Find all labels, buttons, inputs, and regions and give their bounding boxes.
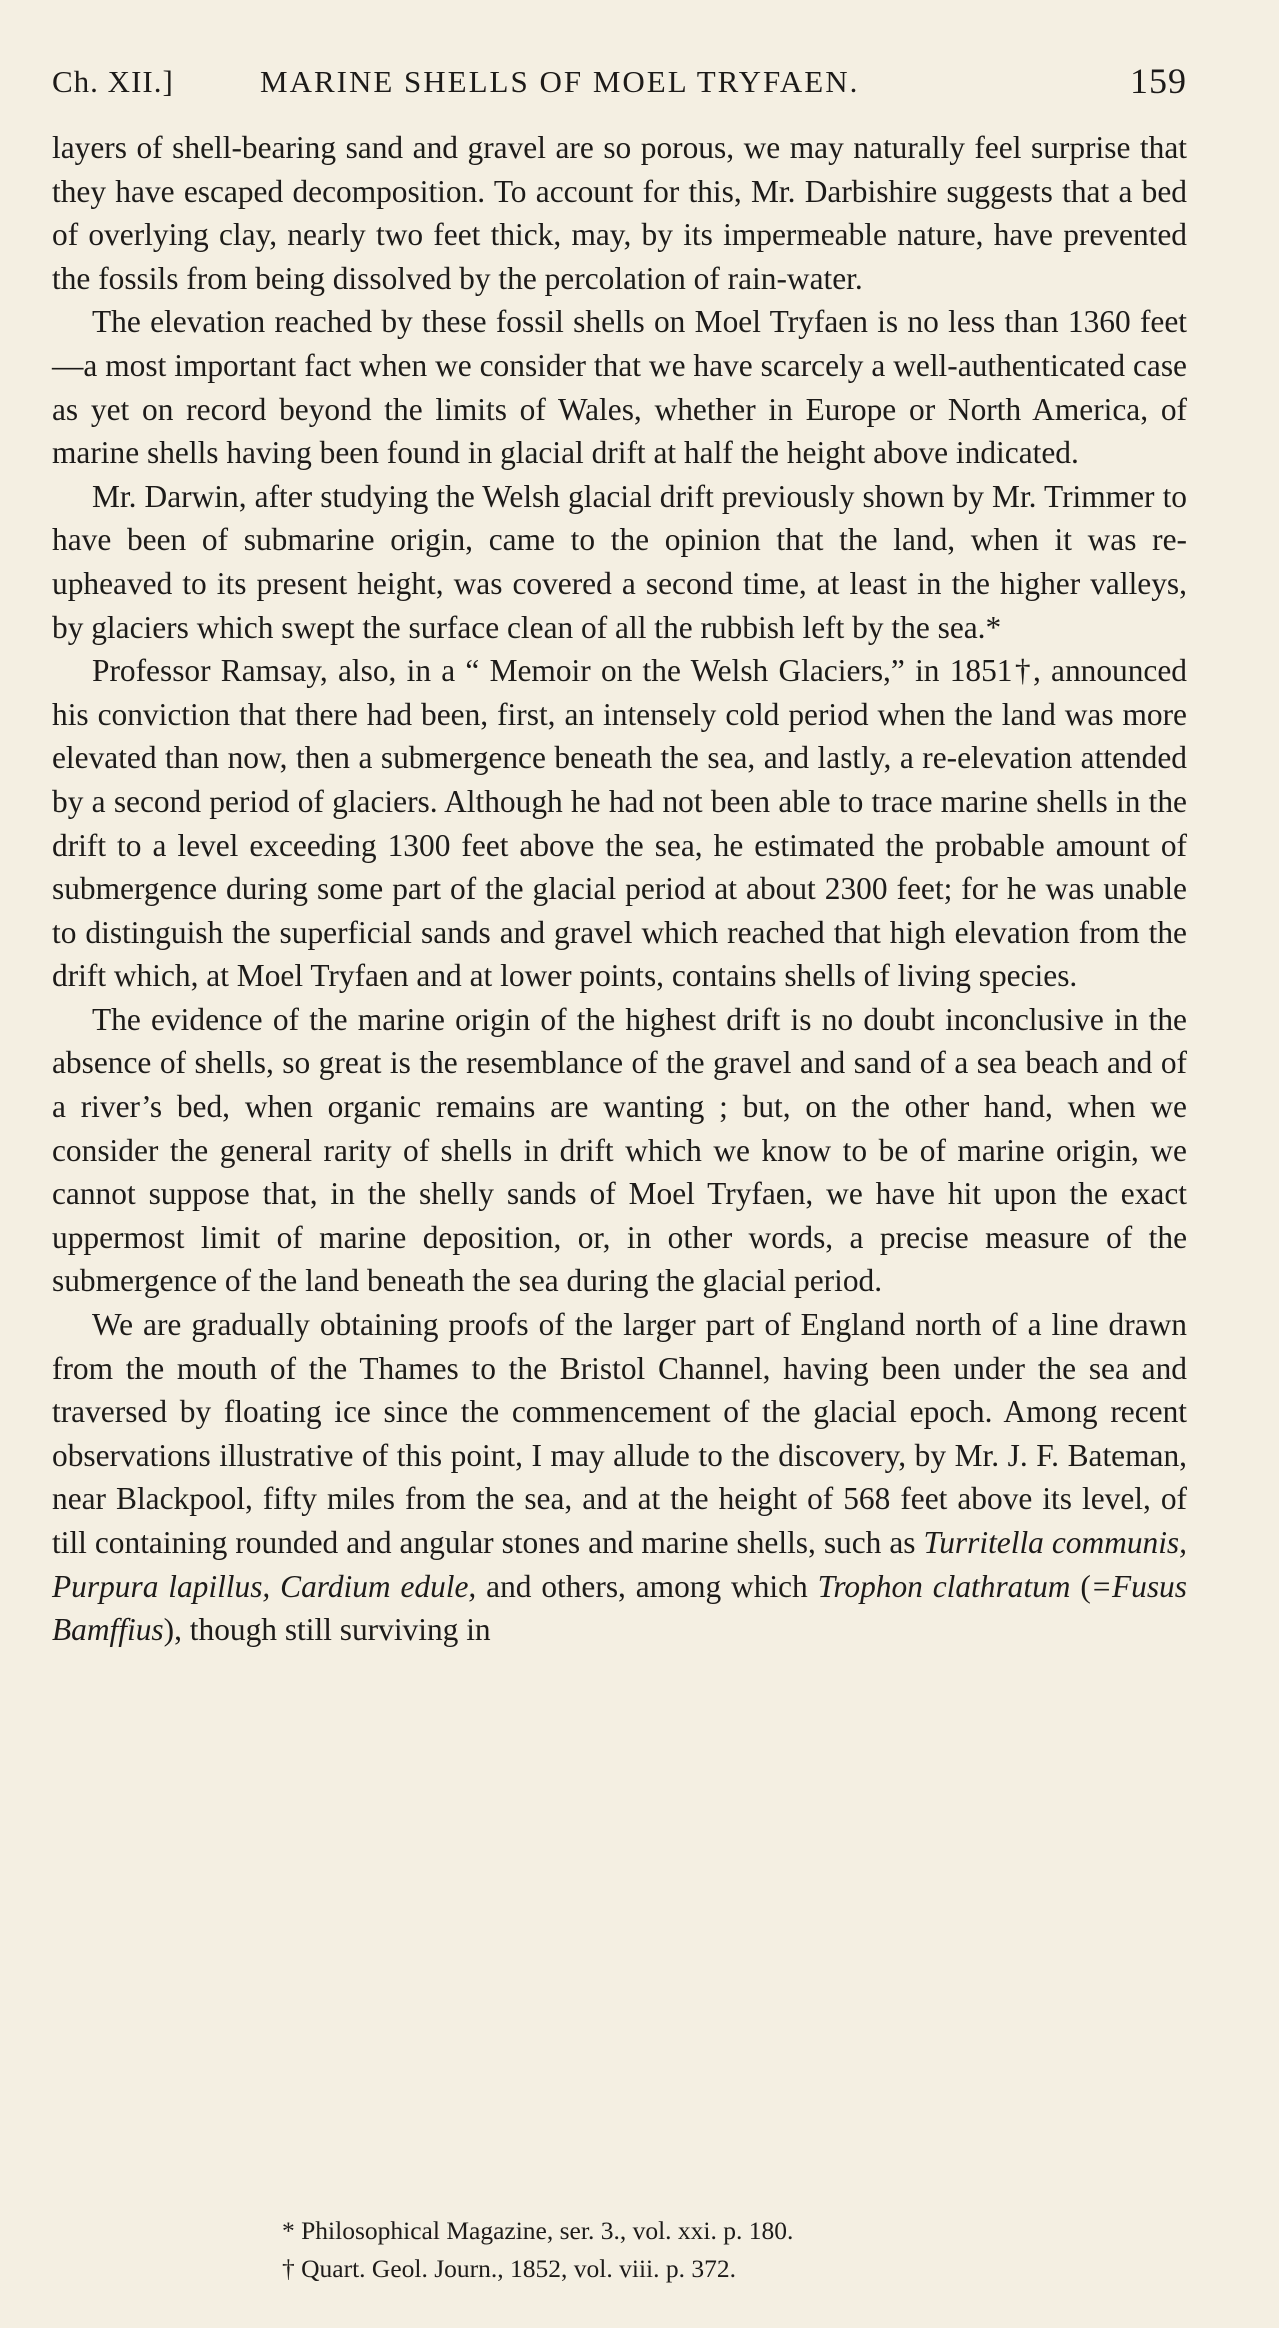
species-fusus: =Fusus Bamffius <box>52 1568 1187 1648</box>
page-number: 159 <box>1130 61 1187 101</box>
chapter-label: Ch. XII.] <box>52 64 174 99</box>
footnote-2: † Quart. Geol. Journ., 1852, vol. viii. p. 372. <box>282 2254 737 2283</box>
footnote-1: * Philosophical Magazine, ser. 3., vol. xxi. p. 180. <box>282 2216 794 2245</box>
paragraph-4: Professor Ramsay, also, in a “ Memoir on the Welsh Glaciers,” in 1851†, announced his conviction that there had been, first, an intensely cold period when the land was more elevated than now, then a submergence beneath the sea, and lastly, a re-elevation attended by a second period of glaciers. Although he had not been able to trace marine shells in the drift to a level exceeding 1300 feet above the sea, he estimated the probable amount of submergence during some part of the glacial period at about 2300 feet; for he was unable to distinguish the superficial sands and gravel which reached that high elevation from the drift which, at Moel Tryfaen and at lower points, contains shells of living species. <box>52 653 1187 994</box>
paragraph-3: Mr. Darwin, after studying the Welsh glacial drift previously shown by Mr. Trimmer to have been of submarine origin, came to the opinion that the land, when it was re-upheaved to its present height, was covered a second time, at least in the higher valleys, by glaciers which swept the surface clean of all the rubbish left by the sea.* <box>52 478 1187 645</box>
paragraph-5: The evidence of the marine origin of the highest drift is no doubt inconclusive in the absence of shells, so great is the resemblance of the gravel and sand of a sea beach and of a river’s bed, when organic remains are wanting ; but, on the other hand, when we consider the general rarity of shells in drift which we know to be of marine origin, we cannot suppose that, in the shelly sands of Moel Tryfaen, we have hit upon the exact uppermost limit of marine deposition, or, in other words, a precise measure of the submergence of the land beneath the sea during the glacial period. <box>52 1001 1187 1299</box>
paragraph-6-text-c: ( <box>1070 1568 1091 1604</box>
paragraph-1: layers of shell-bearing sand and gravel are so porous, we may naturally feel surprise that they have escaped decomposition. To account for this, Mr. Darbishire suggests that a bed of overlying clay, nearly two feet thick, may, by its impermeable nature, have prevented the fossils from being dissolved by the percolation of rain-water. <box>52 130 1187 296</box>
species-names: Turritella communis, Purpura lapillus, Cardium edule, <box>52 1525 1187 1604</box>
running-header <box>52 60 1187 110</box>
paragraph-6 <box>52 1303 1187 1652</box>
page-body <box>52 126 1187 1652</box>
paragraph-6-text-d: ), though still surviving in <box>163 1612 491 1648</box>
paragraph-6-text-b: and others, among which <box>476 1568 818 1604</box>
species-trophon: Trophon clathratum <box>817 1568 1071 1604</box>
paragraph-6-text-a: We are gradually obtaining proofs of the larger part of England north of a line drawn from the mouth of the Thames to the Bristol Channel, having been under the sea and traversed by floating ice since the commencement of the glacial epoch. Among recent observations illustrative of this point, I may allude to the discovery, by Mr. J. F. Bateman, near Blackpool, fifty miles from the sea, and at the height of 568 feet above its level, of till containing rounded and angular stones and marine shells, such as <box>52 1307 1187 1560</box>
running-title: MARINE SHELLS OF MOEL TRYFAEN. <box>260 64 860 99</box>
footnotes <box>282 2212 1182 2288</box>
paragraph-2: The elevation reached by these fossil shells on Moel Tryfaen is no less than 1360 feet—a most important fact when we consider that we have scarcely a well-authenticated case as yet on record beyond the limits of Wales, whether in Europe or North America, of marine shells having been found in glacial drift at half the height above indicated. <box>52 304 1187 471</box>
